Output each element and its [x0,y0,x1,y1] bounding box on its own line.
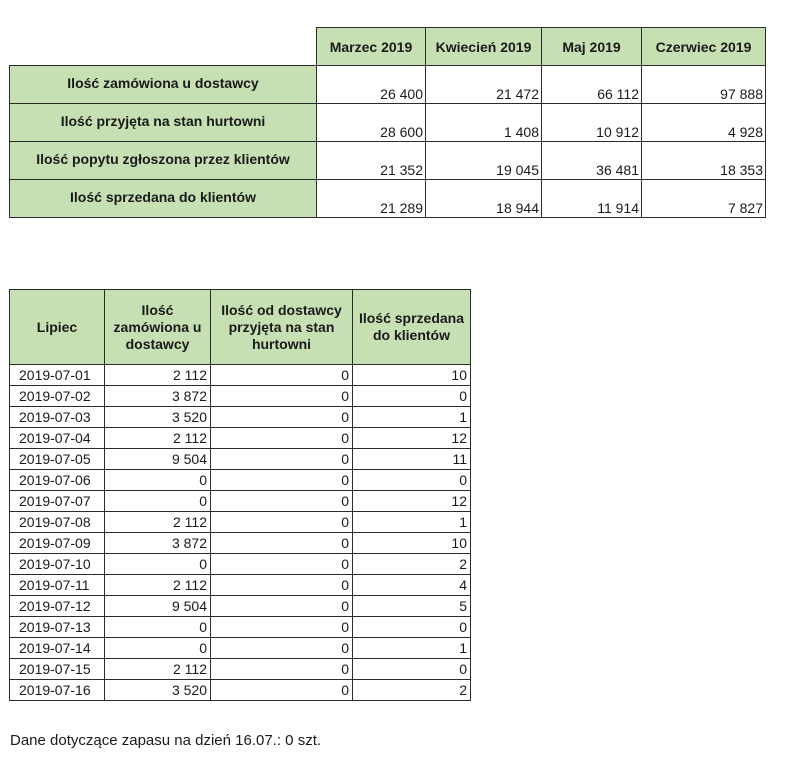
sold-cell: 0 [353,659,471,680]
table-row [10,470,471,491]
cell-value: 66 112 [542,66,642,104]
monthly-row [10,66,766,104]
ordered-cell: 0 [105,638,211,659]
month-header: Kwiecień 2019 [426,28,542,66]
month-header: Marzec 2019 [317,28,426,66]
column-header: Ilość zamówiona u dostawcy [105,290,211,365]
cell-value: 7 827 [642,180,766,218]
date-cell: 2019-07-11 [10,575,105,596]
sold-cell: 11 [353,449,471,470]
monthly-summary-table [9,27,766,218]
received-cell: 0 [211,596,353,617]
sold-cell: 10 [353,365,471,386]
date-cell: 2019-07-14 [10,638,105,659]
ordered-cell: 9 504 [105,596,211,617]
received-cell: 0 [211,533,353,554]
ordered-cell: 3 520 [105,407,211,428]
ordered-cell: 2 112 [105,512,211,533]
received-cell: 0 [211,659,353,680]
sold-cell: 12 [353,491,471,512]
row-label: Ilość zamówiona u dostawcy [10,66,317,104]
daily-header-row [10,290,471,365]
sold-cell: 1 [353,512,471,533]
cell-value: 21 472 [426,66,542,104]
date-cell: 2019-07-02 [10,386,105,407]
cell-value: 97 888 [642,66,766,104]
ordered-cell: 2 112 [105,575,211,596]
stock-note: Dane dotyczące zapasu na dzień 16.07.: 0 szt. [10,732,322,749]
cell-value: 21 289 [317,180,426,218]
table-row [10,365,471,386]
cell-value: 18 353 [642,142,766,180]
ordered-cell: 9 504 [105,449,211,470]
received-cell: 0 [211,512,353,533]
cell-value: 28 600 [317,104,426,142]
cell-value: 10 912 [542,104,642,142]
table-row [10,575,471,596]
sold-cell: 1 [353,638,471,659]
sold-cell: 0 [353,617,471,638]
ordered-cell: 0 [105,470,211,491]
table-row [10,659,471,680]
cell-value: 18 944 [426,180,542,218]
table-row [10,554,471,575]
ordered-cell: 2 112 [105,659,211,680]
monthly-row [10,180,766,218]
daily-table-body [10,365,471,701]
table-row [10,596,471,617]
sold-cell: 0 [353,470,471,491]
table-row [10,491,471,512]
cell-value: 1 408 [426,104,542,142]
ordered-cell: 3 872 [105,386,211,407]
received-cell: 0 [211,470,353,491]
table-row [10,533,471,554]
table-row [10,449,471,470]
received-cell: 0 [211,638,353,659]
received-cell: 0 [211,428,353,449]
cell-value: 4 928 [642,104,766,142]
received-cell: 0 [211,575,353,596]
cell-value: 36 481 [542,142,642,180]
table-row [10,617,471,638]
ordered-cell: 2 112 [105,428,211,449]
table-row [10,428,471,449]
ordered-cell: 0 [105,491,211,512]
date-cell: 2019-07-10 [10,554,105,575]
ordered-cell: 0 [105,617,211,638]
received-cell: 0 [211,617,353,638]
sold-cell: 1 [353,407,471,428]
table-row [10,638,471,659]
month-header: Czerwiec 2019 [642,28,766,66]
monthly-header-row [10,28,766,66]
sold-cell: 2 [353,680,471,701]
row-label: Ilość popytu zgłoszona przez klientów [10,142,317,180]
date-cell: 2019-07-04 [10,428,105,449]
table-row [10,386,471,407]
table-row [10,512,471,533]
date-cell: 2019-07-16 [10,680,105,701]
date-cell: 2019-07-12 [10,596,105,617]
date-cell: 2019-07-09 [10,533,105,554]
date-cell: 2019-07-01 [10,365,105,386]
received-cell: 0 [211,407,353,428]
received-cell: 0 [211,449,353,470]
cell-value: 19 045 [426,142,542,180]
date-cell: 2019-07-06 [10,470,105,491]
monthly-row [10,104,766,142]
received-cell: 0 [211,680,353,701]
table-row [10,407,471,428]
month-header: Maj 2019 [542,28,642,66]
monthly-row [10,142,766,180]
cell-value: 11 914 [542,180,642,218]
ordered-cell: 3 872 [105,533,211,554]
ordered-cell: 0 [105,554,211,575]
sold-cell: 2 [353,554,471,575]
sold-cell: 12 [353,428,471,449]
date-cell: 2019-07-13 [10,617,105,638]
date-cell: 2019-07-07 [10,491,105,512]
table-row [10,680,471,701]
date-cell: 2019-07-03 [10,407,105,428]
sold-cell: 10 [353,533,471,554]
daily-july-table [9,289,471,701]
cell-value: 26 400 [317,66,426,104]
cell-value: 21 352 [317,142,426,180]
sold-cell: 4 [353,575,471,596]
column-header: Ilość od dostawcy przyjęta na stan hurtowni [211,290,353,365]
ordered-cell: 2 112 [105,365,211,386]
received-cell: 0 [211,386,353,407]
date-cell: 2019-07-05 [10,449,105,470]
column-header: Ilość sprzedana do klientów [353,290,471,365]
received-cell: 0 [211,491,353,512]
ordered-cell: 3 520 [105,680,211,701]
sold-cell: 5 [353,596,471,617]
received-cell: 0 [211,554,353,575]
date-cell: 2019-07-15 [10,659,105,680]
column-header: Lipiec [10,290,105,365]
row-label: Ilość przyjęta na stan hurtowni [10,104,317,142]
corner-cell [10,28,317,66]
received-cell: 0 [211,365,353,386]
row-label: Ilość sprzedana do klientów [10,180,317,218]
date-cell: 2019-07-08 [10,512,105,533]
sold-cell: 0 [353,386,471,407]
